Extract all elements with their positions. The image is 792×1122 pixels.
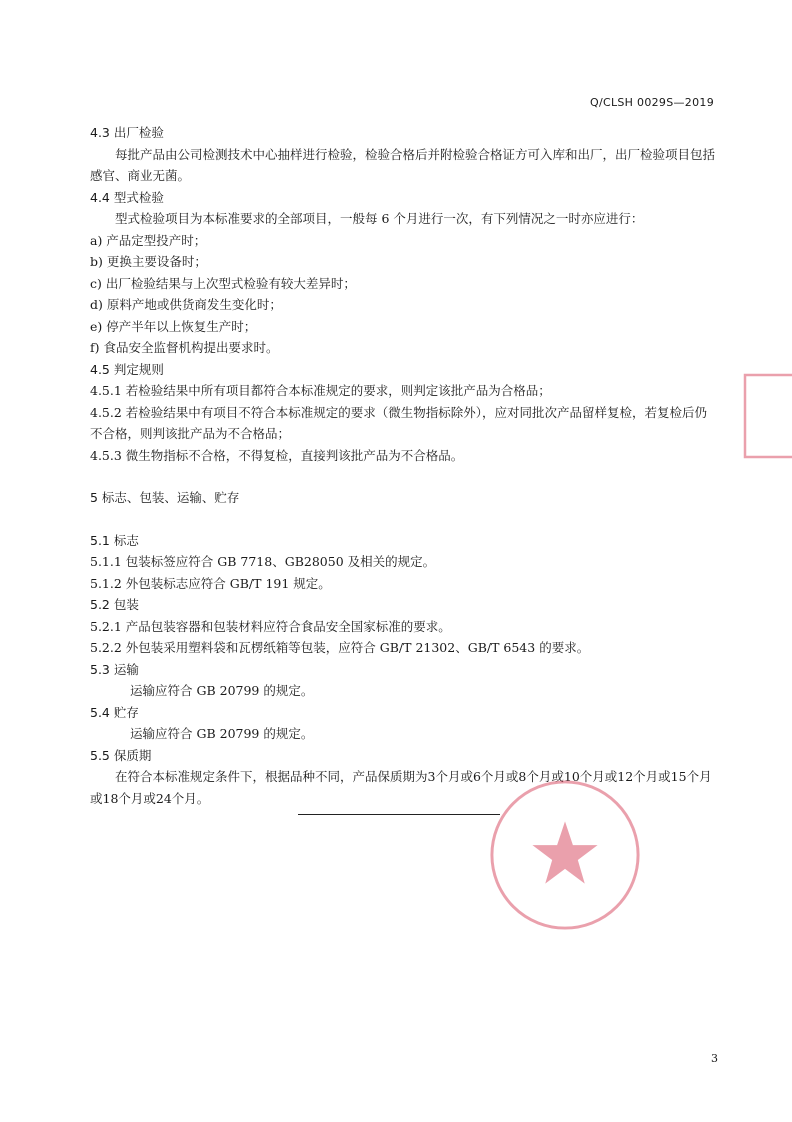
clause-5-2-1: 5.2.1 产品包装容器和包装材料应符合食品安全国家标准的要求。 (90, 618, 451, 634)
list-item: f) 食品安全监督机构提出要求时。 (90, 340, 279, 355)
edge-seal-icon (742, 372, 792, 460)
section-5-3-text: 运输应符合 GB 20799 的规定。 (130, 683, 314, 698)
section-4-5-heading: 4.5 判定规则 (90, 361, 164, 377)
list-item: c) 出厂检验结果与上次型式检验有较大差异时； (90, 275, 356, 291)
standard-code: Q/CLSH 0029S—2019 (590, 96, 714, 109)
section-5-4-text: 运输应符合 GB 20799 的规定。 (130, 726, 314, 741)
section-4-3-text: 每批产品由公司检测技术中心抽样进行检验，检验合格后并附检验合格证方可入库和出厂，出厂检验项目包括感官、商业无菌。 (90, 146, 716, 183)
page-number: 3 (711, 1052, 718, 1065)
clause-5-1-2: 5.1.2 外包装标志应符合 GB/T 191 规定。 (90, 575, 331, 591)
list-item: d) 原料产地或供货商发生变化时； (90, 297, 282, 312)
list-item: e) 停产半年以上恢复生产时； (90, 318, 257, 334)
document-body (90, 122, 715, 809)
list-item: a) 产品定型投产时； (90, 232, 207, 248)
section-5-4-heading: 5.4 贮存 (90, 704, 139, 720)
company-seal-icon (486, 776, 644, 934)
section-5-2-heading: 5.2 包装 (90, 597, 139, 612)
clause-4-5-3: 4.5.3 微生物指标不合格，不得复检，直接判该批产品为不合格品。 (90, 447, 464, 463)
clause-5-2-2: 5.2.2 外包装采用塑料袋和瓦楞纸箱等包装，应符合 GB/T 21302、GB/T 6543 的要求。 (90, 640, 590, 655)
clause-4-5-2: 4.5.2 若检验结果中有项目不符合本标准规定的要求（微生物指标除外），应对同批次产品留样复检，若复检后仍不合格，则判该批产品为不合格品； (90, 404, 708, 441)
section-5-heading: 5 标志、包装、运输、贮存 (90, 490, 240, 505)
section-5-5-text: 在符合本标准规定条件下，根据品种不同，产品保质期为3个月或6个月或8个月或10个月或12个月或15个月或18个月或24个月。 (90, 769, 712, 806)
section-4-4-heading: 4.4 型式检验 (90, 189, 164, 205)
section-4-4-text: 型式检验项目为本标准要求的全部项目，一般每 6 个月进行一次，有下列情况之一时亦应进行： (115, 211, 644, 226)
end-rule (298, 814, 500, 815)
list-item: b) 更换主要设备时； (90, 254, 207, 269)
section-5-3-heading: 5.3 运输 (90, 661, 139, 677)
section-4-3-heading: 4.3 出厂检验 (90, 125, 164, 140)
clause-5-1-1: 5.1.1 包装标签应符合 GB 7718、GB28050 及相关的规定。 (90, 554, 436, 569)
section-5-5-heading: 5.5 保质期 (90, 747, 152, 763)
clause-4-5-1: 4.5.1 若检验结果中所有项目都符合本标准规定的要求，则判定该批产品为合格品； (90, 383, 551, 398)
section-5-1-heading: 5.1 标志 (90, 532, 139, 548)
